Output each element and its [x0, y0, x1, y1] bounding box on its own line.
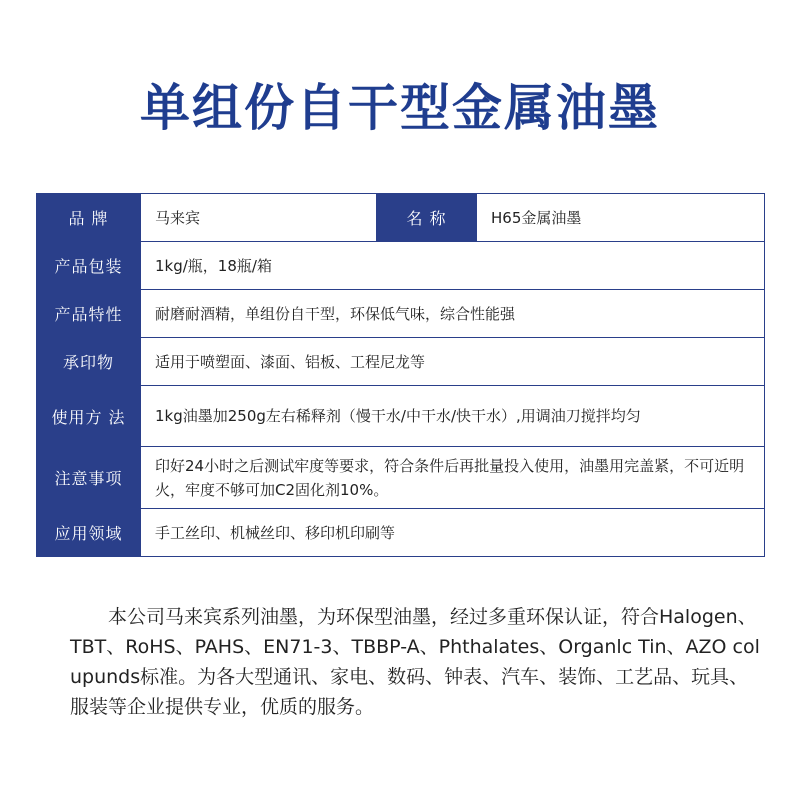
table-row-brand-name: [37, 194, 765, 242]
page-title: 单组份自干型金属油墨: [140, 79, 660, 137]
name-label: 名 称: [377, 194, 477, 242]
table-row-notes: [37, 447, 765, 509]
table-row-packaging: [37, 242, 765, 290]
usage-value: 1kg油墨加250g左右稀释剂（慢干水/中干水/快干水）,用调油刀搅拌均匀: [141, 386, 765, 447]
spec-table: [36, 193, 765, 557]
packaging-value: 1kg/瓶，18瓶/箱: [141, 242, 765, 290]
table-row-substrate: [37, 338, 765, 386]
brand-label: 品 牌: [37, 194, 141, 242]
table-row-usage: [37, 386, 765, 447]
brand-value: 马来宾: [141, 194, 377, 242]
packaging-label: 产品包装: [37, 242, 141, 290]
applications-label: 应用领域: [37, 509, 141, 557]
substrate-label: 承印物: [37, 338, 141, 386]
applications-value: 手工丝印、机械丝印、移印机印刷等: [141, 509, 765, 557]
company-intro-paragraph: 本公司马来宾系列油墨，为环保型油墨，经过多重环保认证，符合Halogen、TBT、RoHS、PAHS、EN71-3、TBBP-A、Phthalates、Organlc Tin、AZO colupunds标准。为各大型通讯、家电、数码、钟表、汽车、装饰、工艺品、玩具、服装等企业提供专业，优质的服务。: [70, 606, 760, 718]
table-row-applications: [37, 509, 765, 557]
usage-label: 使用方 法: [37, 386, 141, 447]
features-value: 耐磨耐酒精，单组份自干型，环保低气味，综合性能强: [141, 290, 765, 338]
substrate-value: 适用于喷塑面、漆面、铝板、工程尼龙等: [141, 338, 765, 386]
features-label: 产品特性: [37, 290, 141, 338]
name-value: H65金属油墨: [477, 194, 765, 242]
notes-value: 印好24小时之后测试牢度等要求，符合条件后再批量投入使用，油墨用完盖紧，不可近明火，牢度不够可加C2固化剂10%。: [141, 447, 765, 509]
table-row-features: [37, 290, 765, 338]
notes-label: 注意事项: [37, 447, 141, 509]
